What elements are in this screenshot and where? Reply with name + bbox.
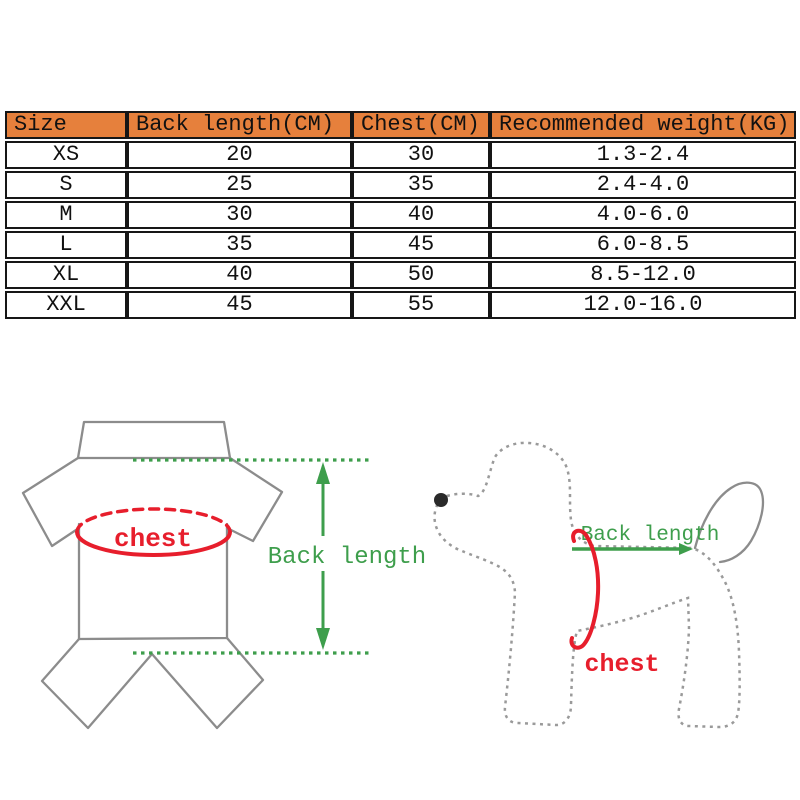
size-cell: M [5,201,127,229]
back-length-cell: 45 [127,291,352,319]
table-row-s [5,171,796,199]
back-length-cell: 40 [127,261,352,289]
dog-back-length-label: Back length [580,524,720,547]
column-header-size: Size [5,111,127,139]
arrow-down-icon [316,628,330,650]
garment-right-sleeve [227,458,282,541]
weight-cell: 8.5-12.0 [490,261,796,289]
chest-cell: 35 [352,171,490,199]
size-cell: XS [5,141,127,169]
measurement-diagram [0,390,800,800]
table-row-xl [5,261,796,289]
garment-back-length-label: Back length [267,544,427,571]
size-cell: L [5,231,127,259]
weight-cell: 6.0-8.5 [490,231,796,259]
column-header-recommended-weight: Recommended weight(KG) [490,111,796,139]
chest-cell: 45 [352,231,490,259]
column-header-back-length: Back length(CM) [127,111,352,139]
dog-chest-label: chest [584,650,660,679]
table-row-xxl [5,291,796,319]
table-row-xs [5,141,796,169]
arrow-up-icon [316,462,330,484]
back-length-cell: 20 [127,141,352,169]
chest-cell: 30 [352,141,490,169]
garment-left-sleeve [23,458,79,546]
back-length-cell: 25 [127,171,352,199]
dog-tail [695,483,763,562]
weight-cell: 4.0-6.0 [490,201,796,229]
size-chart-header-row [5,111,796,139]
table-row-m [5,201,796,229]
size-cell: S [5,171,127,199]
chest-cell: 40 [352,201,490,229]
size-cell: XXL [5,291,127,319]
dog-nose-dot [434,493,448,507]
garment-chest-label: chest [113,524,193,554]
weight-cell: 2.4-4.0 [490,171,796,199]
size-chart-table [5,109,796,321]
table-row-l [5,231,796,259]
dog-outline [435,443,740,727]
weight-cell: 12.0-16.0 [490,291,796,319]
back-length-cell: 35 [127,231,352,259]
chest-cell: 50 [352,261,490,289]
back-length-cell: 30 [127,201,352,229]
chest-cell: 55 [352,291,490,319]
column-header-chest: Chest(CM) [352,111,490,139]
weight-cell: 1.3-2.4 [490,141,796,169]
garment-collar [78,422,230,458]
size-cell: XL [5,261,127,289]
